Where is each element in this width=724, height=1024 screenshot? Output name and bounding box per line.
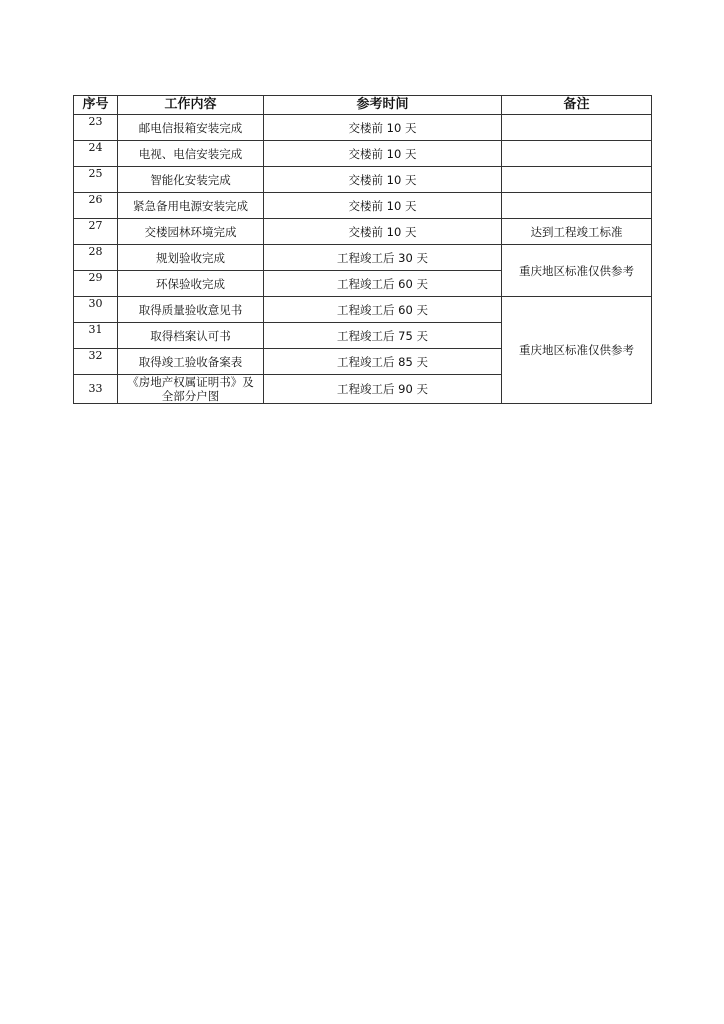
row-reference-time: 工程竣工后 60 天: [264, 297, 502, 323]
row-number: 29: [74, 271, 118, 297]
row-number: 32: [74, 349, 118, 375]
row-work-content: 邮电信报箱安装完成: [118, 115, 264, 141]
row-number: 25: [74, 167, 118, 193]
row-reference-time: 交楼前 10 天: [264, 115, 502, 141]
header-number: 序号: [74, 96, 118, 115]
table-row: [74, 115, 652, 141]
work-schedule-table: [73, 95, 652, 404]
row-remarks: [502, 141, 652, 167]
row-remarks: [502, 115, 652, 141]
row-work-content: 规划验收完成: [118, 245, 264, 271]
row-reference-time: 工程竣工后 30 天: [264, 245, 502, 271]
row-remarks-merged: 重庆地区标准仅供参考: [502, 297, 652, 404]
table-row: [74, 297, 652, 323]
row-reference-time: 交楼前 10 天: [264, 219, 502, 245]
header-reference-time: 参考时间: [264, 96, 502, 115]
work-content-line-1: 《房地产权属证明书》及: [127, 375, 254, 389]
table-header: [74, 96, 652, 115]
row-reference-time: 工程竣工后 60 天: [264, 271, 502, 297]
row-reference-time: 工程竣工后 75 天: [264, 323, 502, 349]
row-number: 33: [74, 375, 118, 404]
header-remarks: 备注: [502, 96, 652, 115]
row-work-content: 智能化安装完成: [118, 167, 264, 193]
row-number: 24: [74, 141, 118, 167]
row-work-content: [118, 375, 264, 404]
work-content-line-2: 全部分户图: [161, 389, 220, 403]
header-row: [74, 96, 652, 115]
row-reference-time: 工程竣工后 90 天: [264, 375, 502, 404]
row-remarks: 达到工程竣工标准: [502, 219, 652, 245]
row-remarks: [502, 193, 652, 219]
row-work-content: 电视、电信安装完成: [118, 141, 264, 167]
table-row: [74, 193, 652, 219]
row-remarks: [502, 167, 652, 193]
row-work-content: 交楼园林环境完成: [118, 219, 264, 245]
row-reference-time: 交楼前 10 天: [264, 167, 502, 193]
row-number: 31: [74, 323, 118, 349]
table-row: [74, 245, 652, 271]
row-work-content: 环保验收完成: [118, 271, 264, 297]
row-remarks-merged: 重庆地区标准仅供参考: [502, 245, 652, 297]
header-work-content: 工作内容: [118, 96, 264, 115]
row-reference-time: 交楼前 10 天: [264, 193, 502, 219]
row-number: 26: [74, 193, 118, 219]
row-work-content: 取得质量验收意见书: [118, 297, 264, 323]
table-row: [74, 219, 652, 245]
row-work-content: 取得竣工验收备案表: [118, 349, 264, 375]
row-work-content: 紧急备用电源安装完成: [118, 193, 264, 219]
row-number: 23: [74, 115, 118, 141]
table-row: [74, 167, 652, 193]
table-body: [74, 115, 652, 404]
row-reference-time: 工程竣工后 85 天: [264, 349, 502, 375]
row-reference-time: 交楼前 10 天: [264, 141, 502, 167]
table-row: [74, 141, 652, 167]
row-number: 27: [74, 219, 118, 245]
row-number: 30: [74, 297, 118, 323]
row-number: 28: [74, 245, 118, 271]
row-work-content: 取得档案认可书: [118, 323, 264, 349]
